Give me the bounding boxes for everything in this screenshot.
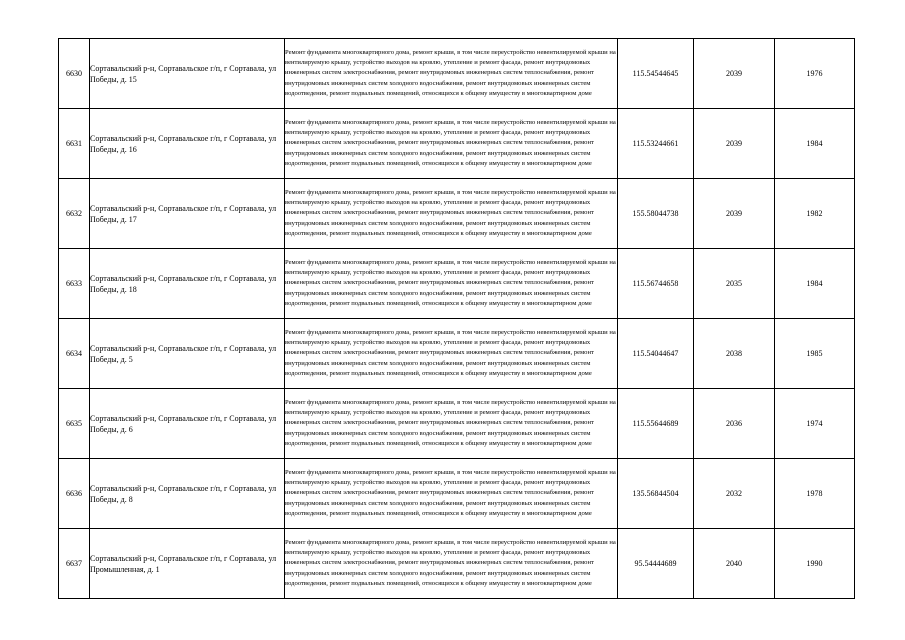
build-year-cell: 1982 bbox=[775, 179, 855, 249]
row-number: 6632 bbox=[59, 179, 90, 249]
table-row bbox=[59, 109, 855, 179]
row-number: 6634 bbox=[59, 319, 90, 389]
repair-year-cell: 2032 bbox=[694, 459, 775, 529]
build-year-cell: 1990 bbox=[775, 529, 855, 599]
area-cell: 115.53244661 bbox=[618, 109, 694, 179]
table-row bbox=[59, 389, 855, 459]
area-cell: 115.54544645 bbox=[618, 39, 694, 109]
repair-year-cell: 2039 bbox=[694, 109, 775, 179]
address-cell: Сортавальский р-н, Сортавальское г/п, г Сортавала, ул Победы, д. 5 bbox=[90, 319, 285, 389]
row-number: 6635 bbox=[59, 389, 90, 459]
build-year-cell: 1974 bbox=[775, 389, 855, 459]
works-cell: Ремонт фундамента многоквартирного дома, ремонт крыши, в том числе переустройство невентилируемой крыши на вентилируемую крышу, устройство выходов на кровлю, утепление и ремонт фасада, ремонт внутридомовых инженерных систем электроснабжения, ремонт внутридомовых инженерных систем теплоснабжения, ремонт внутридомовых инженерных систем холодного водоснабжения, ремонт внутридомовых инженерных систем водоотведения, ремонт подвальных помещений, относящихся к общему имуществу в многоквартирном доме bbox=[285, 39, 618, 109]
row-number: 6637 bbox=[59, 529, 90, 599]
build-year-cell: 1984 bbox=[775, 109, 855, 179]
repair-year-cell: 2035 bbox=[694, 249, 775, 319]
row-number: 6636 bbox=[59, 459, 90, 529]
address-cell: Сортавальский р-н, Сортавальское г/п, г Сортавала, ул Победы, д. 15 bbox=[90, 39, 285, 109]
build-year-cell: 1978 bbox=[775, 459, 855, 529]
works-cell: Ремонт фундамента многоквартирного дома, ремонт крыши, в том числе переустройство невентилируемой крыши на вентилируемую крышу, устройство выходов на кровлю, утепление и ремонт фасада, ремонт внутридомовых инженерных систем электроснабжения, ремонт внутридомовых инженерных систем теплоснабжения, ремонт внутридомовых инженерных систем холодного водоснабжения, ремонт внутридомовых инженерных систем водоотведения, ремонт подвальных помещений, относящихся к общему имуществу в многоквартирном доме bbox=[285, 179, 618, 249]
row-number: 6631 bbox=[59, 109, 90, 179]
table-row bbox=[59, 249, 855, 319]
works-cell: Ремонт фундамента многоквартирного дома, ремонт крыши, в том числе переустройство невентилируемой крыши на вентилируемую крышу, устройство выходов на кровлю, утепление и ремонт фасада, ремонт внутридомовых инженерных систем электроснабжения, ремонт внутридомовых инженерных систем теплоснабжения, ремонт внутридомовых инженерных систем холодного водоснабжения, ремонт внутридомовых инженерных систем водоотведения, ремонт подвальных помещений, относящихся к общему имуществу в многоквартирном доме bbox=[285, 389, 618, 459]
repair-year-cell: 2038 bbox=[694, 319, 775, 389]
build-year-cell: 1976 bbox=[775, 39, 855, 109]
table-row bbox=[59, 179, 855, 249]
address-cell: Сортавальский р-н, Сортавальское г/п, г Сортавала, ул Победы, д. 6 bbox=[90, 389, 285, 459]
address-cell: Сортавальский р-н, Сортавальское г/п, г Сортавала, ул Победы, д. 16 bbox=[90, 109, 285, 179]
area-cell: 155.58044738 bbox=[618, 179, 694, 249]
works-cell: Ремонт фундамента многоквартирного дома, ремонт крыши, в том числе переустройство невентилируемой крыши на вентилируемую крышу, устройство выходов на кровлю, утепление и ремонт фасада, ремонт внутридомовых инженерных систем электроснабжения, ремонт внутридомовых инженерных систем теплоснабжения, ремонт внутридомовых инженерных систем холодного водоснабжения, ремонт внутридомовых инженерных систем водоотведения, ремонт подвальных помещений, относящихся к общему имуществу в многоквартирном доме bbox=[285, 459, 618, 529]
area-cell: 95.54444689 bbox=[618, 529, 694, 599]
works-cell: Ремонт фундамента многоквартирного дома, ремонт крыши, в том числе переустройство невентилируемой крыши на вентилируемую крышу, устройство выходов на кровлю, утепление и ремонт фасада, ремонт внутридомовых инженерных систем электроснабжения, ремонт внутридомовых инженерных систем теплоснабжения, ремонт внутридомовых инженерных систем холодного водоснабжения, ремонт внутридомовых инженерных систем водоотведения, ремонт подвальных помещений, относящихся к общему имуществу в многоквартирном доме bbox=[285, 529, 618, 599]
works-cell: Ремонт фундамента многоквартирного дома, ремонт крыши, в том числе переустройство невентилируемой крыши на вентилируемую крышу, устройство выходов на кровлю, утепление и ремонт фасада, ремонт внутридомовых инженерных систем электроснабжения, ремонт внутридомовых инженерных систем теплоснабжения, ремонт внутридомовых инженерных систем холодного водоснабжения, ремонт внутридомовых инженерных систем водоотведения, ремонт подвальных помещений, относящихся к общему имуществу в многоквартирном доме bbox=[285, 109, 618, 179]
housing-repair-table bbox=[58, 38, 855, 599]
repair-year-cell: 2039 bbox=[694, 39, 775, 109]
repair-year-cell: 2036 bbox=[694, 389, 775, 459]
row-number: 6633 bbox=[59, 249, 90, 319]
table-row bbox=[59, 39, 855, 109]
address-cell: Сортавальский р-н, Сортавальское г/п, г Сортавала, ул Победы, д. 8 bbox=[90, 459, 285, 529]
area-cell: 135.56844504 bbox=[618, 459, 694, 529]
address-cell: Сортавальский р-н, Сортавальское г/п, г Сортавала, ул Промышленная, д. 1 bbox=[90, 529, 285, 599]
build-year-cell: 1984 bbox=[775, 249, 855, 319]
repair-year-cell: 2040 bbox=[694, 529, 775, 599]
row-number: 6630 bbox=[59, 39, 90, 109]
repair-year-cell: 2039 bbox=[694, 179, 775, 249]
build-year-cell: 1985 bbox=[775, 319, 855, 389]
table-row bbox=[59, 459, 855, 529]
works-cell: Ремонт фундамента многоквартирного дома, ремонт крыши, в том числе переустройство невентилируемой крыши на вентилируемую крышу, устройство выходов на кровлю, утепление и ремонт фасада, ремонт внутридомовых инженерных систем электроснабжения, ремонт внутридомовых инженерных систем теплоснабжения, ремонт внутридомовых инженерных систем холодного водоснабжения, ремонт внутридомовых инженерных систем водоотведения, ремонт подвальных помещений, относящихся к общему имуществу в многоквартирном доме bbox=[285, 319, 618, 389]
area-cell: 115.56744658 bbox=[618, 249, 694, 319]
table-row bbox=[59, 529, 855, 599]
table-row bbox=[59, 319, 855, 389]
address-cell: Сортавальский р-н, Сортавальское г/п, г Сортавала, ул Победы, д. 18 bbox=[90, 249, 285, 319]
area-cell: 115.54044647 bbox=[618, 319, 694, 389]
works-cell: Ремонт фундамента многоквартирного дома, ремонт крыши, в том числе переустройство невентилируемой крыши на вентилируемую крышу, устройство выходов на кровлю, утепление и ремонт фасада, ремонт внутридомовых инженерных систем электроснабжения, ремонт внутридомовых инженерных систем теплоснабжения, ремонт внутридомовых инженерных систем холодного водоснабжения, ремонт внутридомовых инженерных систем водоотведения, ремонт подвальных помещений, относящихся к общему имуществу в многоквартирном доме bbox=[285, 249, 618, 319]
area-cell: 115.55644689 bbox=[618, 389, 694, 459]
address-cell: Сортавальский р-н, Сортавальское г/п, г Сортавала, ул Победы, д. 17 bbox=[90, 179, 285, 249]
